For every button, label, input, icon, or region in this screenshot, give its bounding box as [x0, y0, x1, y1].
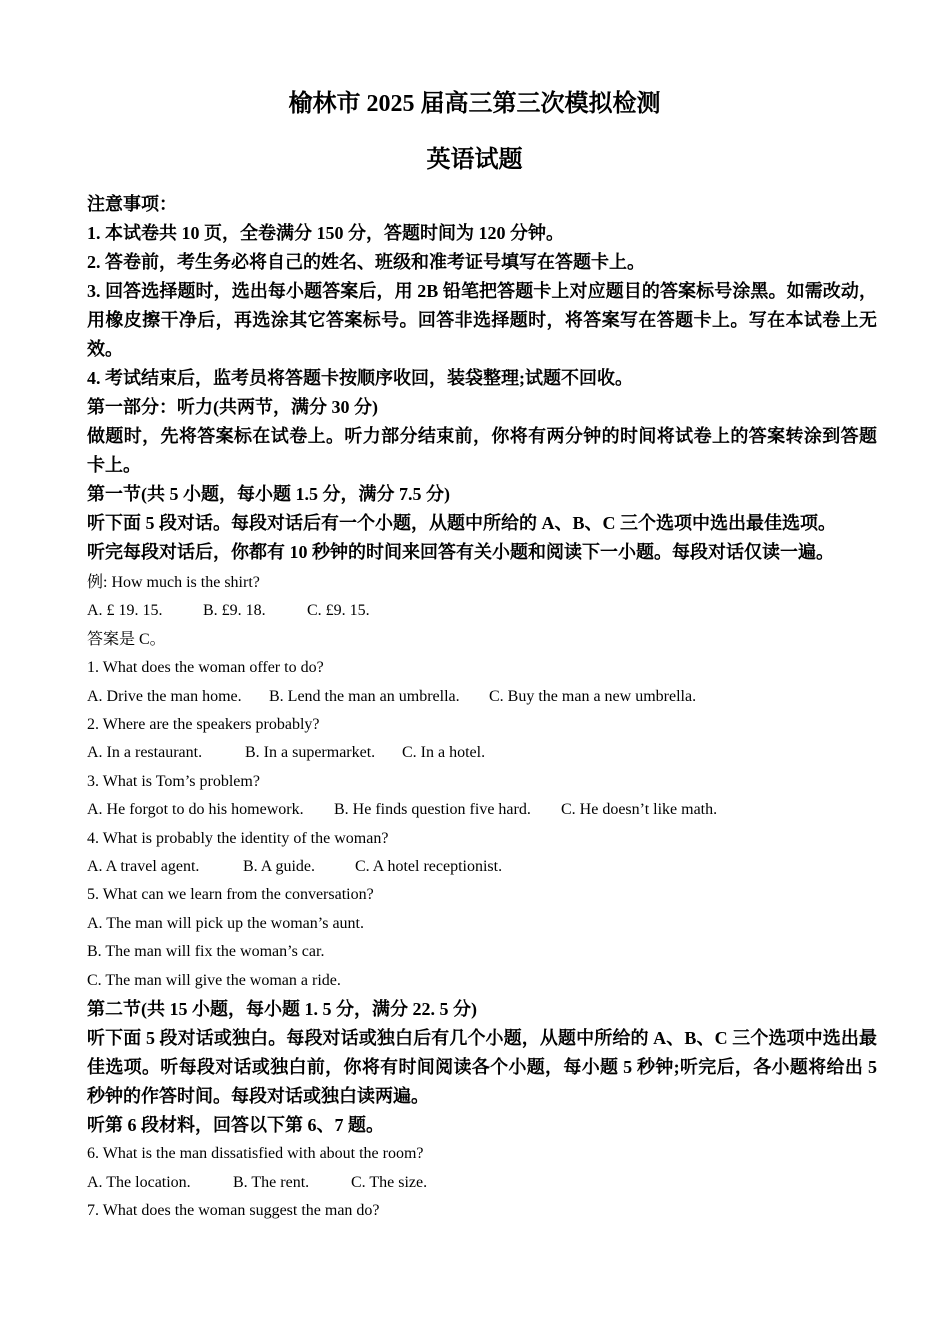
- question-5: 5. What can we learn from the conversation?: [87, 886, 374, 904]
- section1-heading: 第一节(共 5 小题，每小题 1.5 分，满分 7.5 分): [87, 484, 450, 504]
- exam-title: 榆林市 2025 届高三第三次模拟检测: [288, 91, 661, 117]
- option: B. £9. 18.: [203, 602, 266, 620]
- option: A. A travel agent.: [87, 858, 200, 876]
- question-6-options: [87, 1169, 887, 1197]
- part1-heading: 第一部分：听力(共两节，满分 30 分): [87, 397, 378, 417]
- notice-item-3: 3. 回答选择题时，选出每小题答案后，用 2B 铅笔把答题卡上对应题目的答案标号涂黑。如需改动，用橡皮擦干净后，再选涂其它答案标号。回答非选择题时，将答案写在答题卡上。写在本试卷上无效。: [87, 281, 877, 359]
- option: C. £9. 15.: [307, 602, 370, 620]
- option: B. He finds question five hard.: [334, 801, 531, 819]
- question-2: 2. Where are the speakers probably?: [87, 716, 320, 734]
- option: B. In a supermarket.: [245, 744, 376, 762]
- option: A. £ 19. 15.: [87, 602, 163, 620]
- option: A. The man will pick up the woman’s aunt.: [87, 914, 364, 932]
- notice-item-4: 4. 考试结束后，监考员将答题卡按顺序收回，装袋整理;试题不回收。: [87, 368, 633, 388]
- option: C. Buy the man a new umbrella.: [489, 687, 697, 705]
- option: C. He doesn’t like math.: [561, 801, 718, 819]
- notice-item-2: 2. 答卷前，考生务必将自己的姓名、班级和准考证号填写在答题卡上。: [87, 252, 645, 272]
- option: C. The size.: [351, 1173, 428, 1191]
- question-1: 1. What does the woman offer to do?: [87, 659, 324, 677]
- option: C. The man will give the woman a ride.: [87, 971, 341, 989]
- section2-heading: 第二节(共 15 小题，每小题 1. 5 分，满分 22. 5 分): [87, 999, 477, 1020]
- notice-heading: 注意事项：: [87, 194, 177, 214]
- exam-page: [87, 84, 887, 1225]
- option: B. A guide.: [243, 858, 316, 876]
- option: B. The rent.: [233, 1173, 310, 1191]
- option: C. A hotel receptionist.: [355, 858, 503, 876]
- example-question: 例: How much is the shirt?: [87, 574, 260, 591]
- option: A. The location.: [87, 1173, 191, 1191]
- section2-instruction: 听下面 5 段对话或独白。每段对话或独白后有几个小题，从题中所给的 A、B、C 三个选项中选出最佳选项。听每段对话或独白前，你将有时间阅读各个小题，每小题 5 秒钟;听完后，各小题将给出 5 秒钟的作答时间。每段对话或独白读两遍。: [87, 1028, 877, 1107]
- question-4: 4. What is probably the identity of the woman?: [87, 829, 389, 847]
- question-7: 7. What does the woman suggest the man do?: [87, 1201, 380, 1219]
- example-answer: 答案是 C。: [87, 630, 166, 648]
- option: A. Drive the man home.: [87, 687, 242, 705]
- section1-instruction-line1: 听下面 5 段对话。每段对话后有一个小题，从题中所给的 A、B、C 三个选项中选出最佳选项。: [87, 513, 836, 533]
- question-1-options: [87, 683, 887, 711]
- part1-instruction: 做题时，先将答案标在试卷上。听力部分结束前，你将有两分钟的时间将试卷上的答案转涂到答题卡上。: [87, 426, 877, 475]
- option: B. The man will fix the woman’s car.: [87, 943, 325, 961]
- question-3-options: [87, 796, 887, 824]
- notice-item-1: 1. 本试卷共 10 页，全卷满分 150 分，答题时间为 120 分钟。: [87, 223, 564, 243]
- section1-instruction-line2: 听完每段对话后，你都有 10 秒钟的时间来回答有关小题和阅读下一小题。每段对话仅读一遍。: [87, 542, 834, 562]
- option: A. In a restaurant.: [87, 744, 203, 762]
- example-options: [87, 597, 887, 625]
- question-6: 6. What is the man dissatisfied with about the room?: [87, 1145, 424, 1163]
- question-4-options: [87, 853, 887, 881]
- option: C. In a hotel.: [402, 744, 486, 762]
- section2-material: 听第 6 段材料，回答以下第 6、7 题。: [87, 1115, 384, 1136]
- option: B. Lend the man an umbrella.: [269, 687, 460, 705]
- question-3: 3. What is Tom’s problem?: [87, 772, 260, 790]
- exam-subtitle: 英语试题: [426, 147, 523, 173]
- question-2-options: [87, 739, 887, 767]
- option: A. He forgot to do his homework.: [87, 801, 304, 819]
